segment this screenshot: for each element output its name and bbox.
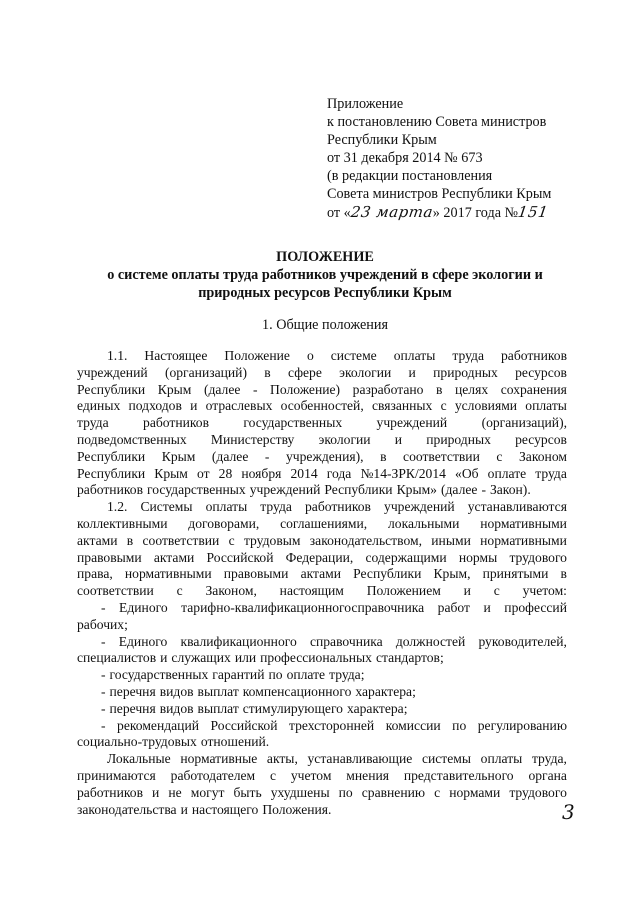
- word: 28: [218, 465, 233, 481]
- word: актами: [77, 532, 118, 548]
- word: целях: [454, 381, 489, 397]
- word: служащих: [171, 650, 231, 666]
- text-line: [77, 701, 567, 718]
- word: Крым,: [433, 566, 471, 582]
- word: Единого: [118, 633, 168, 649]
- word: Республики: [353, 566, 422, 582]
- handwritten-number: 151: [516, 203, 550, 221]
- word: Положения.: [262, 801, 332, 817]
- word: трудового: [509, 549, 567, 565]
- text-line: [77, 634, 567, 651]
- word: Положение): [270, 381, 341, 397]
- word: нормативные: [180, 751, 258, 767]
- word: работников: [143, 415, 209, 431]
- word: сравнению: [361, 784, 426, 800]
- word: (организаций),: [481, 415, 567, 431]
- appendix-line: к постановлению Совета министров: [327, 114, 547, 130]
- word: работников: [501, 348, 567, 363]
- text-line: [77, 466, 567, 483]
- date-middle: » 2017 года №: [432, 205, 519, 221]
- text-line: [77, 432, 567, 449]
- text-line: [77, 718, 567, 735]
- word: государственных: [146, 482, 246, 498]
- word: и: [160, 650, 168, 666]
- word: принятыми: [482, 566, 549, 582]
- word: Крым: [154, 465, 188, 481]
- word: с: [440, 398, 447, 414]
- word: и: [190, 398, 198, 414]
- word: характера;: [355, 683, 416, 699]
- word: Федерации,: [285, 549, 354, 565]
- word: Крым»: [396, 482, 437, 498]
- word: единых: [77, 398, 121, 414]
- word: Российской: [210, 717, 278, 733]
- word: особенностей,: [280, 398, 364, 414]
- word: оплаты: [205, 499, 248, 515]
- word: устанавливаются: [467, 499, 567, 515]
- word: системы: [421, 751, 471, 767]
- word: содержащими: [365, 549, 447, 565]
- word: работодателем: [170, 767, 256, 783]
- word: подведомственных: [77, 431, 187, 447]
- word: в: [380, 448, 387, 464]
- word: не: [168, 784, 182, 800]
- title-line: природных ресурсов Республики Крым: [198, 285, 452, 301]
- word: с: [434, 784, 441, 800]
- word: Крым: [157, 381, 192, 397]
- word: Законом,: [205, 583, 257, 599]
- appendix-line: Совета министров Республики Крым: [327, 186, 552, 202]
- section-heading: 1. Общие положения: [262, 317, 388, 333]
- text-line: [77, 499, 567, 516]
- word: нормы: [458, 549, 498, 565]
- word: учетом:: [522, 583, 567, 599]
- word: трудового: [509, 784, 567, 800]
- word: -: [101, 683, 106, 699]
- word: условиями: [454, 398, 518, 414]
- word: актами: [153, 549, 195, 565]
- word: экологии: [339, 364, 392, 380]
- word: соответствии: [142, 532, 220, 548]
- word: разработано: [352, 381, 424, 397]
- word: 2014: [290, 465, 318, 481]
- word: в: [560, 566, 567, 582]
- text-line: [77, 684, 567, 701]
- document-title: [80, 248, 570, 302]
- page-number: 3: [562, 800, 575, 824]
- word: ресурсов: [515, 364, 567, 380]
- word: права,: [77, 566, 113, 582]
- title-heading: ПОЛОЖЕНИЕ: [276, 249, 374, 265]
- word: 1.1.: [107, 348, 128, 363]
- word: труда;: [329, 667, 365, 683]
- word: законодательства: [77, 801, 177, 817]
- word: года: [326, 465, 352, 481]
- word: гарантий: [212, 667, 265, 683]
- word: договорами,: [188, 515, 260, 531]
- word: экологии: [318, 431, 371, 447]
- word: -: [481, 482, 486, 498]
- text-line: [77, 516, 567, 533]
- text-line: [77, 802, 567, 819]
- text-line: [77, 533, 567, 550]
- word: сохранения: [500, 381, 567, 397]
- word: Министерству: [210, 431, 295, 447]
- word: -: [101, 667, 106, 683]
- word: с: [496, 448, 503, 464]
- word: нормативными: [124, 566, 212, 582]
- word: «Об: [455, 465, 479, 481]
- text-line: [77, 382, 567, 399]
- word: труда: [452, 348, 484, 363]
- appendix-date-line: [327, 203, 567, 222]
- word: справочника: [309, 633, 383, 649]
- word: в: [264, 364, 271, 380]
- word: видов: [159, 700, 194, 716]
- word: соответствии: [403, 448, 480, 464]
- word: профессий: [504, 599, 567, 615]
- appendix-block: [327, 95, 567, 222]
- word: учреждений: [77, 364, 148, 380]
- word: стандартов;: [375, 650, 444, 666]
- word: компенсационного: [242, 683, 352, 699]
- word: тарифно-квалификационногосправочника: [181, 599, 425, 615]
- word: (организаций): [164, 364, 247, 380]
- word: настоящего: [191, 801, 259, 817]
- text-line: [77, 650, 567, 667]
- word: трудовым: [243, 532, 301, 548]
- word: характера;: [346, 700, 408, 716]
- date-prefix: от «: [327, 205, 351, 221]
- word: с: [176, 583, 183, 599]
- body-text: [77, 348, 567, 818]
- word: нормативными: [480, 515, 567, 531]
- word: труда: [535, 465, 567, 481]
- word: -: [101, 599, 106, 615]
- word: законодательством,: [309, 532, 422, 548]
- word: Республики: [77, 381, 146, 397]
- word: нормативными: [480, 532, 567, 548]
- word: в: [126, 532, 134, 548]
- word: по: [268, 667, 283, 683]
- word: представительного: [403, 767, 514, 783]
- text-line: [77, 482, 567, 499]
- word: Российской: [206, 549, 274, 565]
- word: и: [408, 364, 416, 380]
- appendix-line: Республики Крым: [327, 132, 437, 148]
- word: отношений.: [200, 734, 270, 750]
- word: Локальные: [107, 751, 171, 767]
- word: -: [264, 448, 270, 464]
- word: -: [101, 700, 106, 716]
- word: мнения: [346, 767, 389, 783]
- text-line: [77, 415, 567, 432]
- word: перечня: [109, 683, 156, 699]
- text-line: [77, 398, 567, 415]
- word: системе: [330, 348, 377, 363]
- word: регулированию: [477, 717, 567, 733]
- word: о: [306, 348, 314, 363]
- word: правовыми: [77, 549, 142, 565]
- word: работников: [77, 482, 143, 498]
- word: Законом: [519, 448, 567, 464]
- word: настоящим: [279, 583, 344, 599]
- word: акты,: [266, 751, 298, 767]
- word: и: [180, 801, 188, 817]
- handwritten-date: 23 марта: [349, 203, 435, 221]
- text-line: [77, 550, 567, 567]
- word: правовыми: [223, 566, 289, 582]
- word: труда: [77, 415, 109, 431]
- word: -: [101, 717, 106, 733]
- word: локальными: [387, 515, 460, 531]
- text-line: [77, 617, 567, 634]
- word: выплат: [197, 683, 239, 699]
- word: перечня: [109, 700, 156, 716]
- word: стимулирующего: [242, 700, 343, 716]
- word: оплаты: [525, 398, 567, 414]
- word: -: [101, 633, 106, 649]
- word: соответствии: [77, 583, 154, 599]
- word: 1.2.: [107, 499, 128, 515]
- word: комиссии: [385, 717, 441, 733]
- text-line: [77, 566, 567, 583]
- word: в: [436, 381, 443, 397]
- word: связанных: [371, 398, 433, 414]
- word: Положением: [366, 583, 441, 599]
- word: Крым: [161, 448, 196, 464]
- title-line: о системе оплаты труда работников учреждений в сфере экологии и: [107, 267, 543, 283]
- word: должностей: [395, 633, 466, 649]
- word: учреждения),: [285, 448, 364, 464]
- word: работников: [77, 784, 143, 800]
- word: Закон).: [489, 482, 531, 498]
- word: ресурсов: [515, 431, 567, 447]
- word: с: [270, 767, 277, 783]
- word: социально-трудовых: [77, 734, 197, 750]
- word: видов: [159, 683, 194, 699]
- word: отраслевых: [205, 398, 273, 414]
- word: принимаются: [77, 767, 156, 783]
- word: и: [463, 583, 471, 599]
- word: специалистов: [77, 650, 157, 666]
- word: №14-ЗРК/2014: [360, 465, 446, 481]
- word: Положение: [224, 348, 290, 363]
- word: сфере: [288, 364, 322, 380]
- word: выплат: [197, 700, 239, 716]
- word: и: [152, 784, 160, 800]
- word: работников: [304, 499, 371, 515]
- word: рабочих;: [77, 616, 128, 632]
- appendix-line: от 31 декабря 2014 № 673: [327, 150, 483, 166]
- word: быть: [233, 784, 262, 800]
- word: природных: [426, 431, 491, 447]
- word: Республики: [77, 465, 146, 481]
- word: учреждений: [376, 415, 448, 431]
- word: оплаты: [480, 751, 523, 767]
- text-line: [77, 751, 567, 768]
- word: актами: [300, 566, 342, 582]
- word: (далее: [203, 381, 241, 397]
- word: подходов: [128, 398, 182, 414]
- word: труда,: [531, 751, 567, 767]
- text-line: [77, 365, 567, 382]
- word: органа: [528, 767, 567, 783]
- word: Республики: [77, 448, 146, 464]
- text-line: [77, 449, 567, 466]
- word: нормами: [449, 784, 501, 800]
- word: Единого: [119, 599, 168, 615]
- word: труда: [260, 499, 292, 515]
- text-line: [77, 768, 567, 785]
- appendix-line: (в редакции постановления: [327, 168, 493, 184]
- word: оплате: [487, 465, 527, 481]
- word: учетом: [290, 767, 332, 783]
- word: Настоящее: [144, 348, 208, 363]
- word: природных: [433, 364, 498, 380]
- word: государственных: [243, 415, 343, 431]
- word: с: [228, 532, 235, 548]
- word: могут: [190, 784, 225, 800]
- word: (далее: [440, 482, 478, 498]
- text-line: [77, 600, 567, 617]
- word: рекомендаций: [117, 717, 199, 733]
- word: устанавливающие: [307, 751, 413, 767]
- text-line: [77, 734, 567, 751]
- text-line: [77, 667, 567, 684]
- word: учреждений: [384, 499, 455, 515]
- word: или: [234, 650, 257, 666]
- word: ухудшены: [270, 784, 330, 800]
- text-line: [77, 583, 567, 600]
- word: и: [483, 599, 491, 615]
- word: с: [493, 583, 500, 599]
- word: трехсторонней: [289, 717, 375, 733]
- word: государственных: [109, 667, 209, 683]
- word: оплате: [286, 667, 326, 683]
- word: руководителей,: [478, 633, 567, 649]
- word: Системы: [140, 499, 193, 515]
- word: по: [338, 784, 353, 800]
- text-line: [77, 785, 567, 802]
- word: квалификационного: [180, 633, 297, 649]
- word: от: [197, 465, 210, 481]
- word: ноября: [241, 465, 282, 481]
- word: соглашениями,: [280, 515, 368, 531]
- word: -: [252, 381, 258, 397]
- word: и: [394, 431, 403, 447]
- word: по: [452, 717, 467, 733]
- word: (далее: [211, 448, 249, 464]
- word: коллективными: [77, 515, 168, 531]
- word: работ: [437, 599, 470, 615]
- word: иными: [431, 532, 471, 548]
- word: оплаты: [393, 348, 436, 363]
- word: профессиональных: [260, 650, 372, 666]
- appendix-line: Приложение: [327, 96, 404, 112]
- word: учреждений: [249, 482, 321, 498]
- word: Республики: [324, 482, 393, 498]
- text-line: [77, 348, 567, 365]
